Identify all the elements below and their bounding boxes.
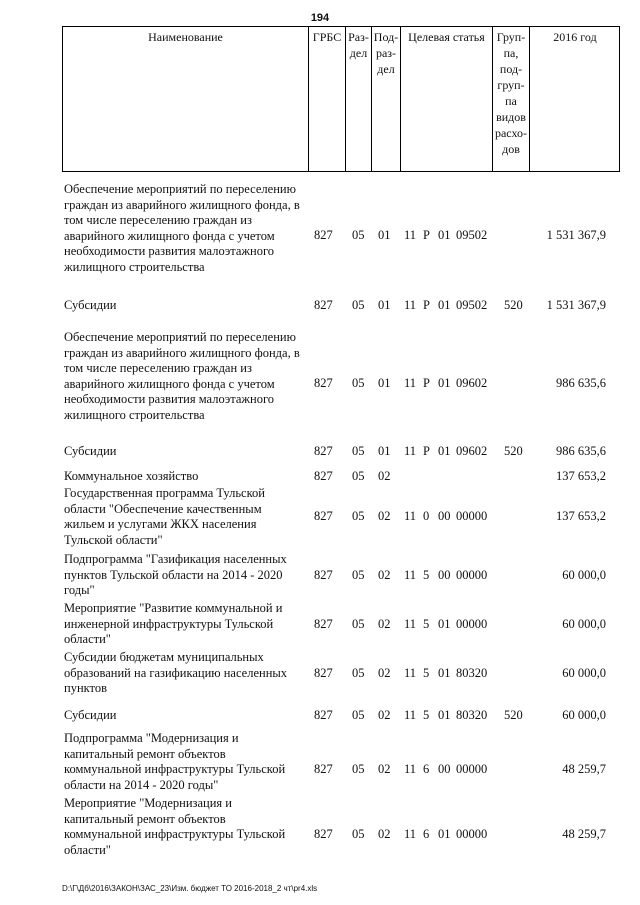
row-pr: 02 <box>378 469 391 483</box>
row-pr: 01 <box>378 444 391 458</box>
row-cs2: 6 <box>423 762 430 776</box>
row-cs3: 01 <box>438 228 451 242</box>
row-cs1: 11 <box>404 376 417 390</box>
row-cs1: 11 <box>404 509 417 523</box>
row-rz: 05 <box>352 827 365 841</box>
row-cs4: 09502 <box>456 228 488 242</box>
row-cs4: 09602 <box>456 376 488 390</box>
table-header <box>62 26 620 172</box>
row-grbs: 827 <box>314 827 333 841</box>
row-cs2: Р <box>423 376 430 390</box>
row-cs3: 00 <box>438 509 451 523</box>
header-gruppa: Груп- па, под- груп- па видов расхо- дов <box>492 27 529 171</box>
row-sum: 60 000,0 <box>562 666 606 680</box>
row-rz: 05 <box>352 617 365 631</box>
row-sum: 1 531 367,9 <box>546 298 606 312</box>
row-cs2: 5 <box>423 617 430 631</box>
row-cs4: 00000 <box>456 617 488 631</box>
row-grbs: 827 <box>314 617 333 631</box>
row-cs3: 01 <box>438 617 451 631</box>
row-cs1: 11 <box>404 228 417 242</box>
row-cs2: Р <box>423 228 430 242</box>
row-vr: 520 <box>504 298 523 312</box>
row-cs4: 80320 <box>456 666 488 680</box>
row-name: Мероприятие "Модернизация и капитальный ремонт объектов коммунальной инфраструктуры Тульской области" <box>64 796 286 857</box>
row-pr: 02 <box>378 509 391 523</box>
row-pr: 01 <box>378 228 391 242</box>
row-pr: 01 <box>378 376 391 390</box>
row-sum: 48 259,7 <box>562 827 606 841</box>
row-grbs: 827 <box>314 228 333 242</box>
row-rz: 05 <box>352 444 365 458</box>
row-cs3: 01 <box>438 666 451 680</box>
row-cs4: 09602 <box>456 444 488 458</box>
row-cs1: 11 <box>404 298 417 312</box>
row-name: Субсидии <box>64 444 117 458</box>
row-cs4: 09502 <box>456 298 488 312</box>
row-rz: 05 <box>352 469 365 483</box>
row-rz: 05 <box>352 509 365 523</box>
row-cs3: 01 <box>438 708 451 722</box>
row-grbs: 827 <box>314 708 333 722</box>
file-path-footer: D:\Г\Дб\2016\ЗАКОН\ЗАС_23\Изм. бюджет ТО 2016-2018_2 чт\pr4.xls <box>62 884 318 893</box>
row-name: Мероприятие "Развитие коммунальной и инженерной инфраструктуры Тульской области" <box>64 601 283 646</box>
row-pr: 02 <box>378 568 391 582</box>
row-cs2: 5 <box>423 666 430 680</box>
row-name: Подпрограмма "Газификация населенных пунктов Тульской области на 2014 - 2020 годы" <box>64 552 287 597</box>
row-cs3: 00 <box>438 568 451 582</box>
header-grbs: ГРБС <box>308 27 345 171</box>
row-grbs: 827 <box>314 568 333 582</box>
row-cs2: Р <box>423 444 430 458</box>
row-rz: 05 <box>352 568 365 582</box>
row-pr: 02 <box>378 617 391 631</box>
row-cs2: 6 <box>423 827 430 841</box>
row-sum: 1 531 367,9 <box>546 228 606 242</box>
row-cs4: 00000 <box>456 509 488 523</box>
row-cs1: 11 <box>404 666 417 680</box>
row-grbs: 827 <box>314 298 333 312</box>
header-name: Наименование <box>148 30 223 44</box>
header-year: 2016 год <box>529 27 620 171</box>
row-cs1: 11 <box>404 827 417 841</box>
row-name: Коммунальное хозяйство <box>64 469 199 483</box>
row-cs1: 11 <box>404 444 417 458</box>
row-name: Обеспечение мероприятий по переселению граждан из аварийного жилищного фонда, в том числе переселению граждан из аварийного жилищного фонда с учетом необходимости развития малоэтажного жилищного строительства <box>64 182 300 274</box>
header-razdel: Раз- дел <box>345 27 371 171</box>
row-cs2: 5 <box>423 568 430 582</box>
row-cs1: 11 <box>404 568 417 582</box>
row-cs3: 01 <box>438 376 451 390</box>
row-cs2: Р <box>423 298 430 312</box>
row-pr: 01 <box>378 298 391 312</box>
row-rz: 05 <box>352 228 365 242</box>
row-rz: 05 <box>352 666 365 680</box>
row-grbs: 827 <box>314 762 333 776</box>
row-cs1: 11 <box>404 708 417 722</box>
row-pr: 02 <box>378 666 391 680</box>
row-cs2: 5 <box>423 708 430 722</box>
row-sum: 986 635,6 <box>556 376 606 390</box>
row-grbs: 827 <box>314 509 333 523</box>
row-sum: 60 000,0 <box>562 708 606 722</box>
row-sum: 137 653,2 <box>556 469 606 483</box>
row-grbs: 827 <box>314 376 333 390</box>
row-cs4: 00000 <box>456 827 488 841</box>
row-cs3: 01 <box>438 444 451 458</box>
page-number: 194 <box>310 12 330 24</box>
header-podrazdel: Под- раз- дел <box>371 27 400 171</box>
row-sum: 48 259,7 <box>562 762 606 776</box>
row-name: Субсидии <box>64 708 117 722</box>
row-pr: 02 <box>378 762 391 776</box>
row-rz: 05 <box>352 376 365 390</box>
row-name: Субсидии <box>64 298 117 312</box>
row-cs4: 00000 <box>456 568 488 582</box>
row-name: Субсидии бюджетам муниципальных образований на газификацию населенных пунктов <box>64 650 288 695</box>
row-sum: 60 000,0 <box>562 617 606 631</box>
row-cs4: 80320 <box>456 708 488 722</box>
row-cs2: 0 <box>423 509 430 523</box>
row-cs4: 00000 <box>456 762 488 776</box>
row-rz: 05 <box>352 298 365 312</box>
row-cs3: 01 <box>438 298 451 312</box>
header-celevaya: Целевая статья <box>400 27 492 171</box>
row-pr: 02 <box>378 827 391 841</box>
row-pr: 02 <box>378 708 391 722</box>
row-sum: 60 000,0 <box>562 568 606 582</box>
row-cs1: 11 <box>404 617 417 631</box>
row-name: Подпрограмма "Модернизация и капитальный ремонт объектов коммунальной инфраструктуры Тульской области на 2014 - 2020 годы" <box>64 731 286 792</box>
row-sum: 137 653,2 <box>556 509 606 523</box>
row-cs1: 11 <box>404 762 417 776</box>
row-grbs: 827 <box>314 444 333 458</box>
row-cs3: 01 <box>438 827 451 841</box>
row-vr: 520 <box>504 708 523 722</box>
row-vr: 520 <box>504 444 523 458</box>
row-cs3: 00 <box>438 762 451 776</box>
row-rz: 05 <box>352 762 365 776</box>
row-grbs: 827 <box>314 666 333 680</box>
row-grbs: 827 <box>314 469 333 483</box>
row-sum: 986 635,6 <box>556 444 606 458</box>
row-name: Государственная программа Тульской области "Обеспечение качественным жильем и услугами ЖКХ населения Тульской области" <box>64 486 265 547</box>
row-rz: 05 <box>352 708 365 722</box>
row-name: Обеспечение мероприятий по переселению граждан из аварийного жилищного фонда, в том числе переселению граждан из аварийного жилищного фонда с учетом необходимости развития малоэтажного жилищного строительства <box>64 330 300 422</box>
